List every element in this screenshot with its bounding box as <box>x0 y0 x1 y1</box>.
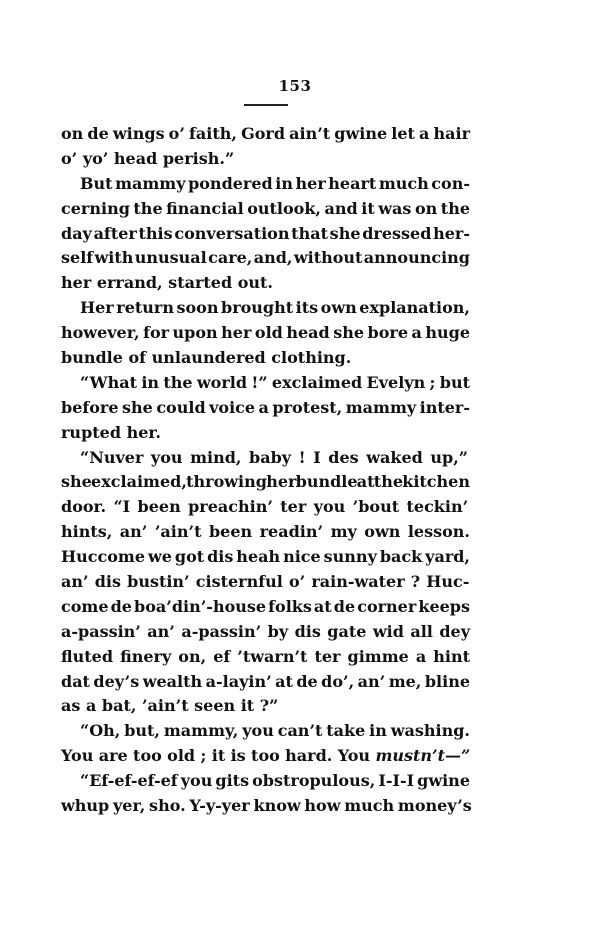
text-line <box>61 470 470 495</box>
body-text <box>61 122 470 819</box>
text-line-content: whup yer, sho. Y-y-yer know how much money’s <box>61 796 472 816</box>
text-line <box>61 620 470 645</box>
text-line <box>61 197 470 222</box>
text-line <box>61 147 470 172</box>
text-line-content: door. “I been preachin’ ter you ’bout teckin’ <box>61 497 469 517</box>
text-line <box>61 421 470 446</box>
text-line-content: But mammy pondered in her heart much con- <box>80 173 470 193</box>
text-line-content: come de boa’din’-house folks at de corner keeps <box>61 596 470 616</box>
text-line <box>61 346 470 371</box>
text-line <box>61 719 470 744</box>
page-number: 153 <box>278 77 312 95</box>
text-line <box>61 694 470 719</box>
text-line-content: an’ dis bustin’ cisternful o’ rain-water ? Huc- <box>61 572 470 592</box>
text-line <box>61 271 470 296</box>
text-line-content: a-passin’ an’ a-passin’ by dis gate wid all dey <box>61 621 470 641</box>
text-line <box>61 371 470 396</box>
text-line <box>61 446 470 471</box>
text-line <box>61 545 470 570</box>
text-line <box>61 122 470 147</box>
text-line <box>61 645 470 670</box>
text-line-content: cerning the financial outlook, and it was on the <box>61 198 470 218</box>
text-line-content: dat dey’s wealth a-layin’ at de do’, an’ me, bline <box>61 671 471 691</box>
text-line <box>61 520 470 545</box>
text-line <box>61 296 470 321</box>
text-line <box>61 172 470 197</box>
text-line-content: however, for upon her old head she bore a huge <box>61 323 470 343</box>
text-line-content: You are too old ; it is too hard. You <box>61 746 376 766</box>
text-line <box>61 570 470 595</box>
text-line-content: “Ef-ef-ef-ef you gits obstropulous, I-I-I gwine <box>80 771 470 791</box>
text-line <box>61 794 470 819</box>
text-line-content: “What in the world !” exclaimed Evelyn ; but <box>80 372 470 392</box>
text-line <box>61 744 470 769</box>
text-line-content: Her return soon brought its own explanation, <box>80 298 470 318</box>
text-line <box>61 396 470 421</box>
text-line-content: rupted her. <box>61 422 161 442</box>
text-line-content: she exclaimed, throwing her bundle at the kitchen <box>61 472 470 492</box>
text-line-content: before she could voice a protest, mammy inter- <box>61 397 471 417</box>
text-line-content: hints, an’ ’ain’t been readin’ my own lesson. <box>61 522 470 542</box>
text-line-content: o’ yo’ head perish.” <box>61 148 235 168</box>
text-line-content: Huccome we got dis heah nice sunny back yard, <box>61 547 470 567</box>
page-number-rule <box>244 104 288 106</box>
text-line <box>61 495 470 520</box>
text-line-content: day after this conversation that she dressed her- <box>61 223 470 243</box>
text-line-content: self with unusual care, and, without announcing <box>61 248 470 268</box>
text-line-content: “Nuver you mind, baby ! I des waked up,” <box>80 447 468 467</box>
text-line <box>61 321 470 346</box>
text-line-content: bundle of unlaundered clothing. <box>61 348 352 368</box>
text-line <box>61 222 470 247</box>
italic-text: mustn’t—” <box>375 746 471 766</box>
text-line-content: on de wings o’ faith, Gord ain’t gwine let a hair <box>61 124 470 143</box>
text-line-content: “Oh, but, mammy, you can’t take in washing. <box>80 721 470 741</box>
text-line-content: her errand, started out. <box>61 273 273 293</box>
text-line <box>61 769 470 794</box>
text-line <box>61 595 470 620</box>
text-line <box>61 670 470 695</box>
text-line <box>61 246 470 271</box>
text-line-content: as a bat, ’ain’t seen it ?” <box>61 696 279 716</box>
text-line-content: fluted finery on, ef ’twarn’t ter gimme a hint <box>61 646 470 666</box>
